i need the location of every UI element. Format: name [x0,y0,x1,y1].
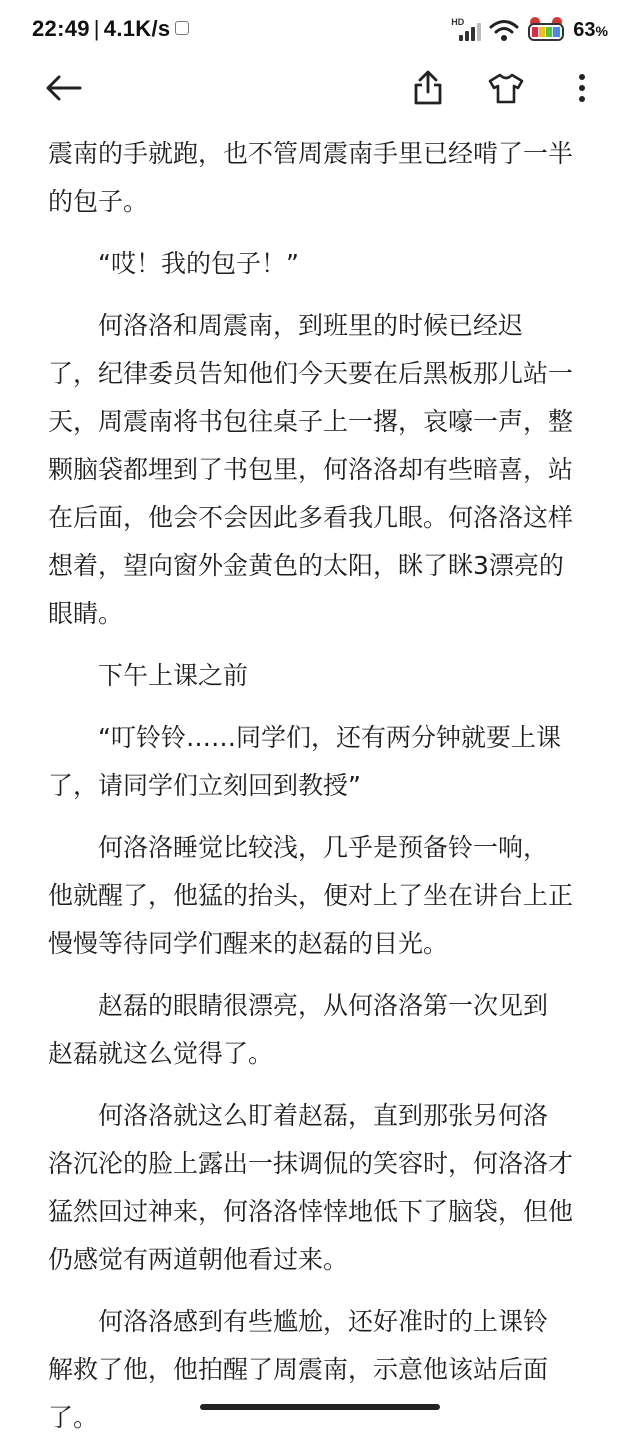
text-line: “哎！我的包子！” [98,249,299,278]
share-icon [412,70,444,106]
text-line: 仍感觉有两道朝他看过来。 [48,1245,349,1274]
cell-signal-icon [451,17,481,43]
text-line: 何洛洛感到有些尴尬，还好准时的上课铃 [98,1307,549,1336]
theme-button[interactable] [484,66,528,110]
text-line: 的包子。 [48,187,149,216]
text-line: 眼睛。 [48,599,124,628]
share-button[interactable] [406,66,450,110]
text-line: 他就醒了，他猛的抬头，便对上了坐在讲台上正 [48,881,574,910]
text-line: 想着，望向窗外金黄色的太阳，眯了眯3漂亮的 [48,551,564,580]
text-line: “叮铃铃……同学们，还有两分钟就要上课 [98,723,561,752]
article-paragraph [48,714,600,810]
article-paragraph [48,652,600,700]
text-line: 天，周震南将书包往桌子上一撂，哀嚎一声，整 [48,407,574,436]
article-body [48,130,600,1456]
article-paragraph [48,824,600,968]
article-paragraph [48,982,600,1078]
text-line: 了，纪律委员告知他们今天要在后黑板那儿站一 [48,359,574,388]
text-line: 赵磊的眼睛很漂亮，从何洛洛第一次见到 [98,991,549,1020]
clock: 22:49 [32,16,90,41]
text-line: 下午上课之前 [98,661,249,690]
home-indicator[interactable] [200,1404,440,1410]
tshirt-icon [488,72,524,104]
back-button[interactable] [42,66,86,110]
text-line: 猛然回过神来，何洛洛悻悻地低下了脑袋，但他 [48,1197,574,1226]
article-paragraph [48,1092,600,1284]
status-right [451,14,608,46]
text-line: 了。 [48,1403,99,1432]
text-line: 洛沉沦的脸上露出一抹调侃的笑容时，何洛洛才 [48,1149,574,1178]
more-vertical-icon [577,72,587,104]
hd-label: HD [451,17,465,27]
text-line: 了，请同学们立刻回到教授” [48,771,361,800]
text-line: 颗脑袋都埋到了书包里，何洛洛却有些暗喜，站 [48,455,574,484]
text-line: 何洛洛睡觉比较浅，几乎是预备铃一响， [98,833,549,862]
article-paragraph [48,1298,600,1442]
status-separator: | [93,16,100,41]
status-left [32,16,189,42]
text-line: 解救了他，他拍醒了周震南，示意他该站后面 [48,1355,549,1384]
arrow-left-icon [44,73,84,103]
wifi-icon [489,18,519,42]
status-bar [0,0,640,60]
text-line: 慢慢等待同学们醒来的赵磊的目光。 [48,929,449,958]
article-paragraph [48,130,600,226]
article-paragraph [48,240,600,288]
reader-toolbar [0,60,640,116]
text-line: 何洛洛和周震南，到班里的时候已经迟 [98,311,524,340]
text-line: 赵磊就这么觉得了。 [48,1039,274,1068]
battery-level: 63% [573,18,608,41]
article-paragraph [48,302,600,638]
battery-icon [527,16,565,44]
text-line: 震南的手就跑，也不管周震南手里已经啃了一半 [48,139,574,168]
notification-icon [175,21,189,35]
text-line: 在后面，他会不会因此多看我几眼。何洛洛这样 [48,503,574,532]
text-line: 何洛洛就这么盯着赵磊，直到那张另何洛 [98,1101,549,1130]
more-button[interactable] [560,66,604,110]
network-speed: 4.1K/s [103,16,171,41]
